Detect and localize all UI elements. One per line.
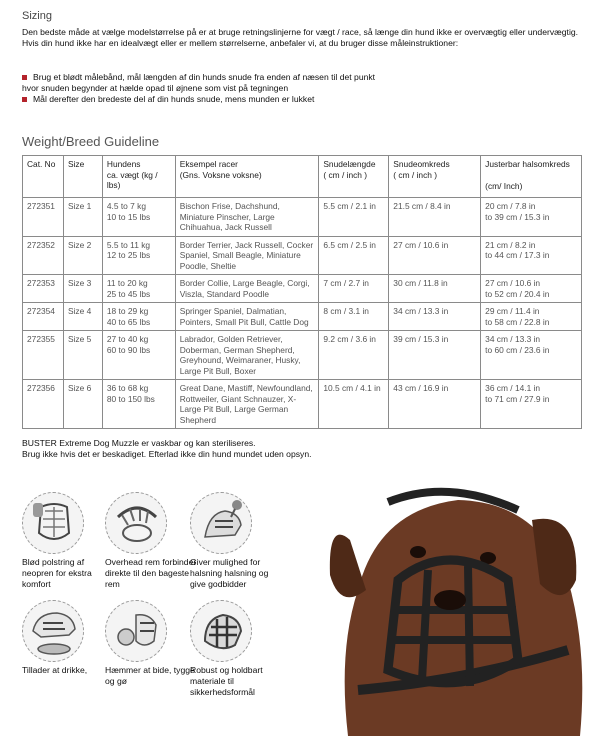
header-length: Snudelængde ( cm / inch ) <box>319 156 389 198</box>
cell-size: Size 4 <box>63 303 102 331</box>
cell-neck: 21 cm / 8.2 in to 44 cm / 17.3 in <box>481 236 582 275</box>
bullet-continuation: hvor snuden begynder at hælde opad til øjnene som vist på tegningen <box>22 83 289 93</box>
cell-cat: 272352 <box>23 236 64 275</box>
cell-size: Size 2 <box>63 236 102 275</box>
feature-treat-opening <box>190 492 285 590</box>
header-size: Size <box>63 156 102 198</box>
dog-muzzle-photo <box>318 480 600 736</box>
bullet-square-icon <box>22 97 27 102</box>
cell-size: Size 1 <box>63 198 102 237</box>
bullet-text-2: Mål derefter den bredeste del af din hunds snude, mens munden er lukket <box>33 94 315 104</box>
cell-cat: 272356 <box>23 380 64 429</box>
bullet-item <box>22 94 582 105</box>
table-row <box>23 380 582 429</box>
cell-breeds: Great Dane, Mastiff, Newfoundland, Rottweiler, Giant Schnauzer, X-Large Pit Bull, Large German Shepherd <box>175 380 319 429</box>
header-neck: Justerbar halsomkreds (cm/ Inch) <box>481 156 582 198</box>
drinking-icon <box>22 600 84 662</box>
cell-neck: 29 cm / 11.4 in to 58 cm / 22.8 in <box>481 303 582 331</box>
cell-length: 9.2 cm / 3.6 in <box>319 331 389 380</box>
care-line-2: Brug ikke hvis det er beskadiget. Efterlad ikke din hund mundet uden opsyn. <box>22 449 312 459</box>
table-row <box>23 303 582 331</box>
bullet-text-1: Brug et blødt målebånd, mål længden af din hunds snude fra enden af næsen til det punkt <box>33 72 376 82</box>
intro-text-1: Den bedste måde at vælge modelstørrelse på er at bruge retningslinjerne for vægt / race, så længe din hund ikke er overvægtig eller undervægtig. <box>22 27 579 37</box>
header-cat-no: Cat. No <box>23 156 64 198</box>
feature-durable-material <box>190 600 285 698</box>
cell-weight: 27 to 40 kg 60 to 90 lbs <box>102 331 175 380</box>
header-circumference: Snudeomkreds ( cm / inch ) <box>389 156 481 198</box>
table-row <box>23 275 582 303</box>
cell-breeds: Border Terrier, Jack Russell, Cocker Spaniel, Small Beagle, Miniature Poodle, Sheltie <box>175 236 319 275</box>
cell-neck: 36 cm / 14.1 in to 71 cm / 27.9 in <box>481 380 582 429</box>
durable-material-icon <box>190 600 252 662</box>
size-guideline-table <box>22 155 582 429</box>
sizing-intro <box>22 27 582 49</box>
cell-length: 6.5 cm / 2.5 in <box>319 236 389 275</box>
feature-drinking <box>22 600 117 676</box>
table-row <box>23 236 582 275</box>
cell-weight: 11 to 20 kg 25 to 45 lbs <box>102 275 175 303</box>
feature-caption: Giver mulighed for halsning halsning og give godbidder <box>190 557 269 589</box>
cell-weight: 4.5 to 7 kg 10 to 15 lbs <box>102 198 175 237</box>
biting-blocked-icon <box>105 600 167 662</box>
soft-padding-icon <box>22 492 84 554</box>
cell-breeds: Labrador, Golden Retriever, Doberman, German Shepherd, Greyhound, Weimaraner, Husky, Large Pit Bull, Boxer <box>175 331 319 380</box>
intro-text-2: Hvis din hund ikke har en idealvægt eller er mellem størrelserne, anbefaler vi, at du bruger disse måleinstruktioner: <box>22 38 459 48</box>
feature-caption: Blød polstring af neopren for ekstra komfort <box>22 557 92 589</box>
cell-length: 10.5 cm / 4.1 in <box>319 380 389 429</box>
treat-opening-icon <box>190 492 252 554</box>
cell-size: Size 6 <box>63 380 102 429</box>
care-notice <box>22 438 322 460</box>
feature-overhead-strap <box>105 492 200 590</box>
cell-neck: 34 cm / 13.3 in to 60 cm / 23.6 in <box>481 331 582 380</box>
measure-instructions <box>22 72 582 105</box>
feature-soft-padding <box>22 492 117 590</box>
header-weight: Hundens ca. vægt (kg / lbs) <box>102 156 175 198</box>
cell-weight: 36 to 68 kg 80 to 150 lbs <box>102 380 175 429</box>
cell-circumference: 27 cm / 10.6 in <box>389 236 481 275</box>
feature-caption: Hæmmer at bide, tygge og gø <box>105 665 195 686</box>
cell-size: Size 3 <box>63 275 102 303</box>
cell-neck: 20 cm / 7.8 in to 39 cm / 15.3 in <box>481 198 582 237</box>
header-breeds: Eksempel racer (Gns. Voksne voksne) <box>175 156 319 198</box>
table-row <box>23 331 582 380</box>
cell-length: 7 cm / 2.7 in <box>319 275 389 303</box>
cell-length: 8 cm / 3.1 in <box>319 303 389 331</box>
cell-circumference: 30 cm / 11.8 in <box>389 275 481 303</box>
bullet-square-icon <box>22 75 27 80</box>
cell-breeds: Springer Spaniel, Dalmatian, Pointers, Small Pit Bull, Cattle Dog <box>175 303 319 331</box>
feature-caption: Robust og holdbart materiale til sikkerhedsformål <box>190 665 263 697</box>
cell-breeds: Bischon Frise, Dachshund, Miniature Pinscher, Large Chihuahua, Jack Russell <box>175 198 319 237</box>
cell-breeds: Border Collie, Large Beagle, Corgi, Viszla, Standard Poodle <box>175 275 319 303</box>
cell-neck: 27 cm / 10.6 in to 52 cm / 20.4 in <box>481 275 582 303</box>
cell-cat: 272354 <box>23 303 64 331</box>
guideline-title: Weight/Breed Guideline <box>22 134 160 149</box>
cell-weight: 5.5 to 11 kg 12 to 25 lbs <box>102 236 175 275</box>
cell-circumference: 21.5 cm / 8.4 in <box>389 198 481 237</box>
cell-circumference: 43 cm / 16.9 in <box>389 380 481 429</box>
cell-length: 5.5 cm / 2.1 in <box>319 198 389 237</box>
cell-cat: 272355 <box>23 331 64 380</box>
cell-weight: 18 to 29 kg 40 to 65 lbs <box>102 303 175 331</box>
bullet-item <box>22 72 582 83</box>
overhead-strap-icon <box>105 492 167 554</box>
cell-size: Size 5 <box>63 331 102 380</box>
care-line-1: BUSTER Extreme Dog Muzzle er vaskbar og kan steriliseres. <box>22 438 256 448</box>
table-header-row <box>23 156 582 198</box>
feature-caption: Overhead rem forbinder direkte til den bageste rem <box>105 557 197 589</box>
sizing-title: Sizing <box>22 10 52 22</box>
feature-caption: Tillader at drikke, <box>22 665 88 675</box>
cell-cat: 272351 <box>23 198 64 237</box>
table-row <box>23 198 582 237</box>
feature-biting-blocked <box>105 600 200 687</box>
cell-circumference: 34 cm / 13.3 in <box>389 303 481 331</box>
cell-circumference: 39 cm / 15.3 in <box>389 331 481 380</box>
cell-cat: 272353 <box>23 275 64 303</box>
